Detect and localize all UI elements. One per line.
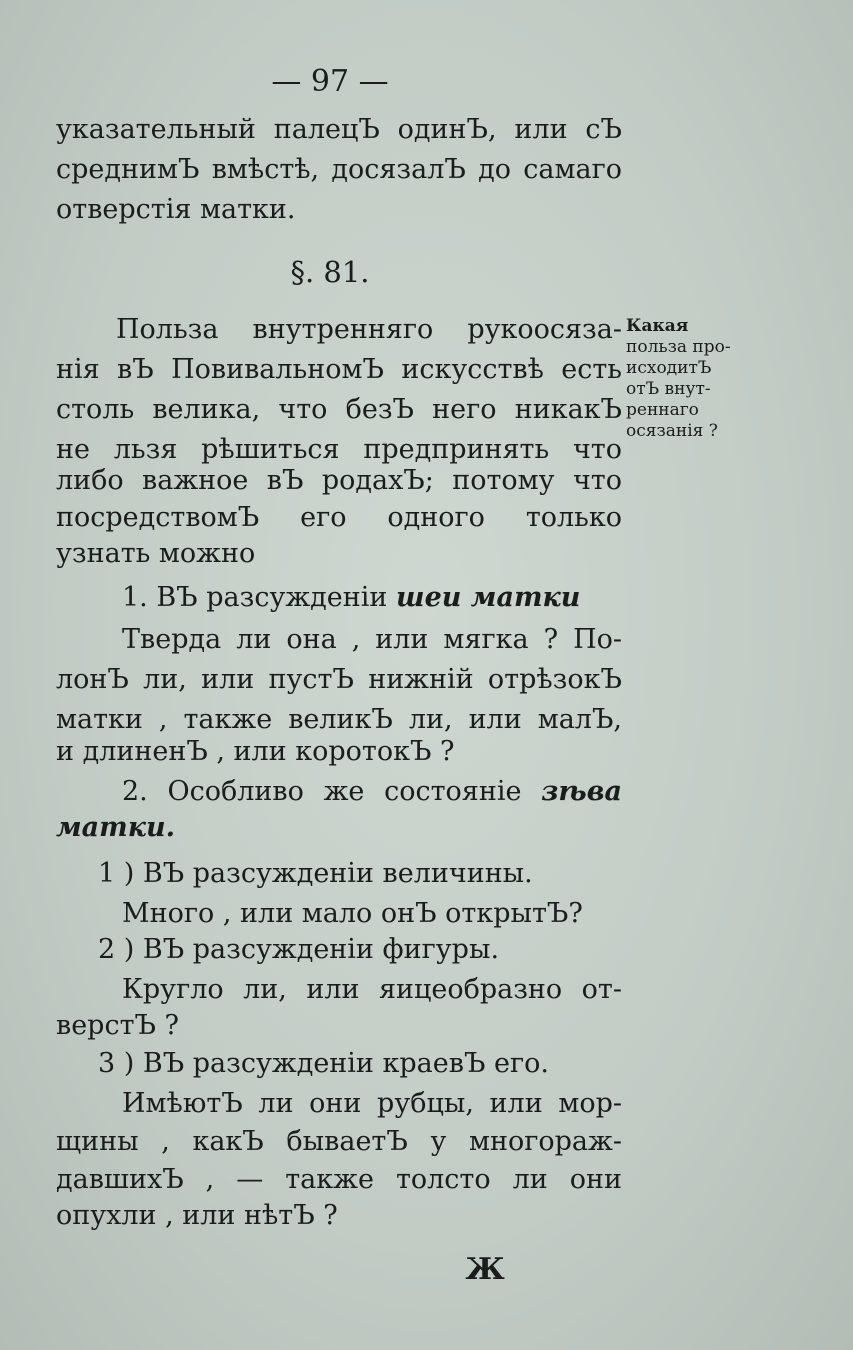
text-line: давшихЪ , — также толсто ли они	[56, 1164, 622, 1195]
text-line: верстЪ ?	[56, 1010, 180, 1041]
margin-note-line: отЪ внут-	[626, 379, 711, 399]
list-item-label: 1. ВЪ разсужденіи	[122, 582, 388, 613]
text-line: указательный палецЪ одинЪ, или сЪ	[56, 114, 622, 145]
text-line: и длиненЪ , или коротокЪ ?	[56, 736, 455, 767]
list-item-label: 2. Особливо же состояніе	[122, 776, 522, 807]
margin-note	[626, 316, 766, 442]
margin-note-line: Какая	[626, 316, 689, 336]
text-line: узнать можно	[56, 538, 256, 569]
text-line: матки , также великЪ ли, или малЪ,	[56, 704, 622, 735]
text-line: щины , какЪ бываетЪ у многораж-	[56, 1126, 622, 1157]
text-line: Тверда ли она , или мягка ? По-	[122, 624, 622, 655]
text-line: Польза внутренняго рукоосяза-	[116, 314, 622, 345]
emphasis-term: шеи матки	[396, 582, 581, 613]
list-item-os	[122, 774, 622, 810]
margin-note-line: реннаго	[626, 400, 699, 420]
text-line: либо важное вЪ родахЪ; потому что	[56, 465, 622, 496]
text-line: нія вЪ ПовивальномЪ искусствѣ есть	[56, 354, 622, 385]
text-line: Много , или мало онЪ открытЪ?	[122, 898, 583, 929]
margin-note-line: осязанія ?	[626, 421, 718, 441]
margin-note-line: польза про-	[626, 337, 731, 357]
emphasis-term: зѣва	[541, 776, 622, 807]
text-line: среднимЪ вмѣстѣ, досязалЪ до самаго	[56, 154, 622, 185]
text-line: лонЪ ли, или пустЪ нижній отрѣзокЪ	[56, 664, 622, 695]
text-line: Кругло ли, или яицеобразно от-	[122, 974, 622, 1005]
text-line: отверстія матки.	[56, 194, 296, 225]
catchword: Ж	[465, 1252, 505, 1287]
sub-item-shape: 2 ) ВЪ разсужденіи фигуры.	[98, 934, 500, 965]
section-heading: §. 81.	[290, 255, 370, 289]
list-item-neck	[122, 580, 580, 616]
emphasis-term: матки.	[56, 812, 176, 843]
text-line: не льзя рѣшиться предпринять что	[56, 434, 622, 465]
text-line: столь велика, что безЪ него никакЪ	[56, 394, 622, 425]
page-number: — 97 —	[271, 64, 389, 99]
margin-note-line: исходитЪ	[626, 358, 712, 378]
text-line: посредствомЪ его одного только	[56, 502, 622, 533]
sub-item-size: 1 ) ВЪ разсужденіи величины.	[98, 858, 533, 889]
text-line: ИмѣютЪ ли они рубцы, или мор-	[122, 1088, 622, 1119]
sub-item-edges: 3 ) ВЪ разсужденіи краевЪ его.	[98, 1048, 549, 1079]
text-line: опухли , или нѣтЪ ?	[56, 1200, 338, 1231]
